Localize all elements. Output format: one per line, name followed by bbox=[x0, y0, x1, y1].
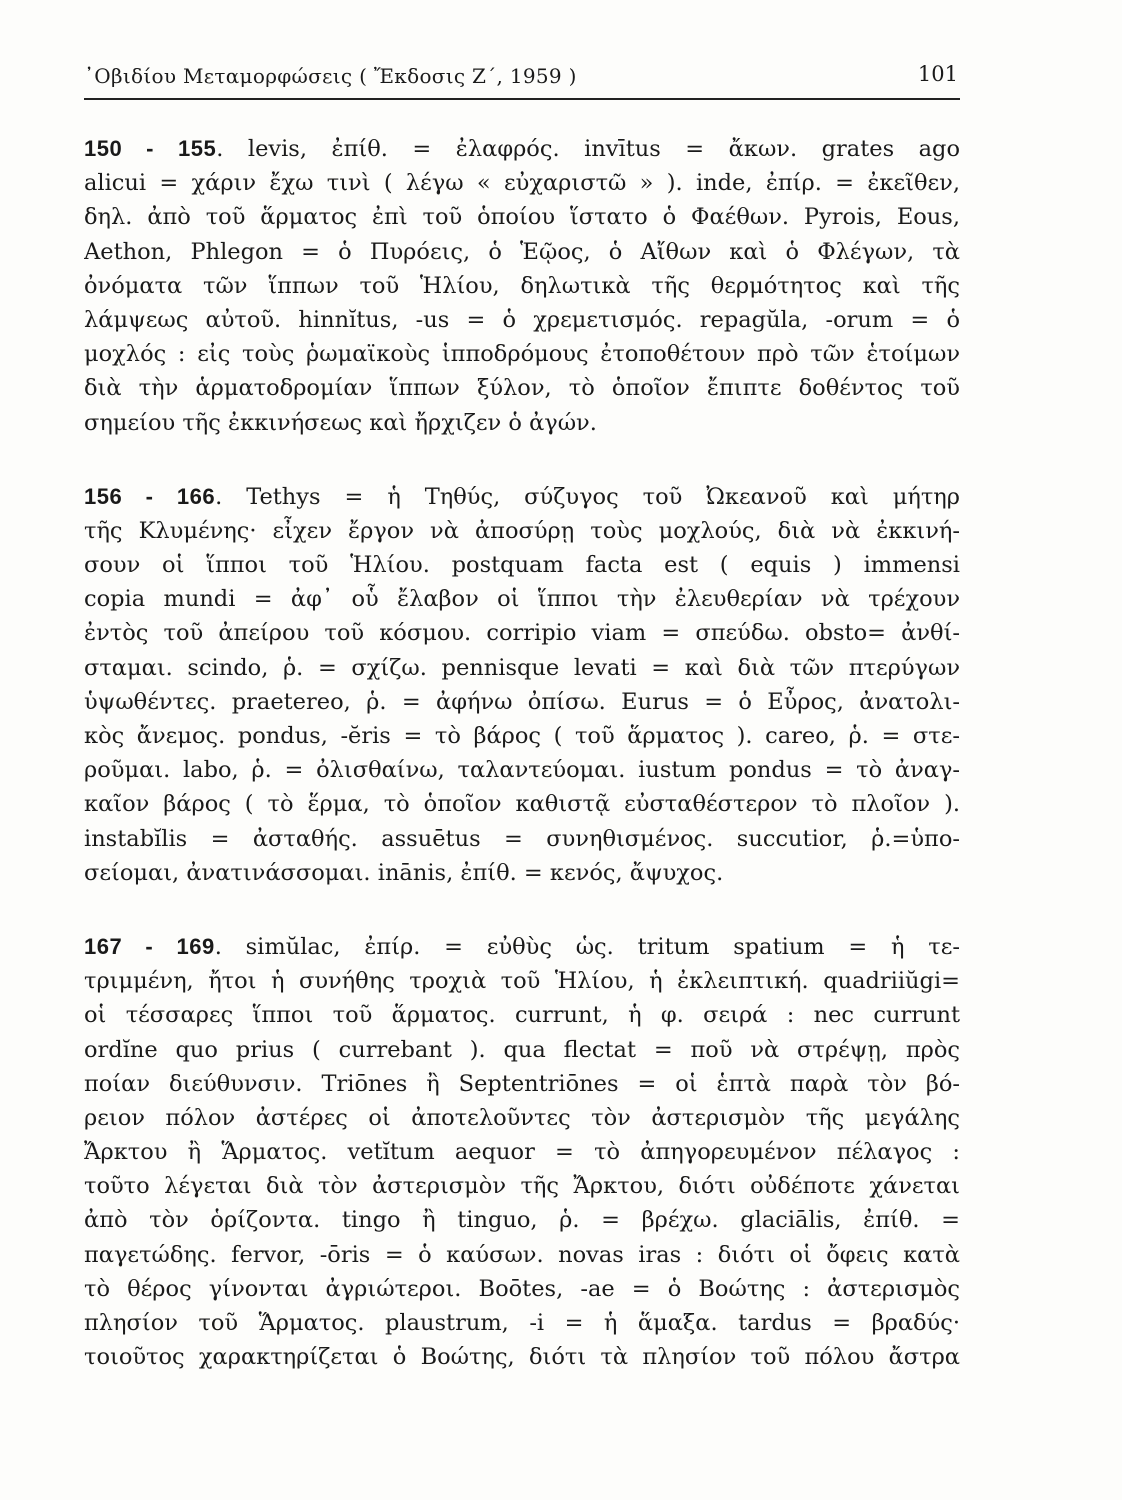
entry-150-155 bbox=[84, 132, 960, 440]
text-line: ἐντὸς τοῦ ἀπείρου τοῦ κόσμου. corripio viam = σπεύδω. obsto= ἀνθί- bbox=[84, 620, 960, 647]
text-line: τοιοῦτος χαρακτηρίζεται ὁ Βοώτης, διότι τὰ πλησίον τοῦ πόλου ἄστρα bbox=[84, 1344, 960, 1371]
text-line: τῆς Κλυμένης· εἶχεν ἔργον νὰ ἀποσύρῃ τοὺς μοχλούς, διὰ νὰ ἐκκινή- bbox=[84, 517, 960, 544]
text-line: τοῦτο λέγεται διὰ τὸν ἀστερισμὸν τῆς Ἄρκτου, διότι οὐδέποτε χάνεται bbox=[84, 1173, 960, 1200]
header-title: ᾿Οβιδίου Μεταμορφώσεις ( Ἔκδοσις Ζ΄, 1959 ) bbox=[84, 64, 577, 88]
text-line: ρειον πόλον ἀστέρες οἱ ἀποτελοῦντες τὸν ἀστερισμὸν τῆς μεγάλης bbox=[84, 1104, 960, 1131]
entry-167-169 bbox=[84, 930, 960, 1374]
text-line: ροῦμαι. labo, ῥ. = ὀλισθαίνω, ταλαντεύομαι. iustum pondus = τὸ ἀναγ- bbox=[84, 757, 960, 784]
text-line: σημείου τῆς ἐκκινήσεως καὶ ἤρχιζεν ὁ ἀγών. bbox=[84, 409, 597, 436]
text-line: ordĭne quo prius ( currebant ). qua flectat = ποῦ νὰ στρέψῃ, πρὸς bbox=[84, 1036, 960, 1063]
entry-156-166 bbox=[84, 480, 960, 890]
text-line: copia mundi = ἀφ᾿ οὗ ἔλαβον οἱ ἵπποι τὴν ἐλευθερίαν νὰ τρέχουν bbox=[84, 586, 960, 613]
text-line: instabĭlis = ἀσταθής. assuētus = συνηθισμένος. succutior, ῥ.=ὑπο- bbox=[84, 825, 960, 852]
text-line: σταμαι. scindo, ῥ. = σχίζω. pennisque levati = καὶ διὰ τῶν πτερύγων bbox=[84, 654, 960, 681]
text-line: σείομαι, ἀνατινάσσομαι. inānis, ἐπίθ. = κενός, ἄψυχος. bbox=[84, 859, 724, 886]
text-line: Aethon, Phlegon = ὁ Πυρόεις, ὁ Ἑῷος, ὁ Αἴθων καὶ ὁ Φλέγων, τὰ bbox=[84, 238, 960, 265]
verse-range: 167 - 169 bbox=[84, 933, 215, 959]
page-number: 101 bbox=[917, 62, 958, 86]
text-line: δηλ. ἀπὸ τοῦ ἅρματος ἐπὶ τοῦ ὁποίου ἵστατο ὁ Φαέθων. Pyrois, Eous, bbox=[84, 204, 960, 231]
page-body bbox=[84, 132, 960, 1414]
text-line: σουν οἱ ἵπποι τοῦ Ἡλίου. postquam facta est ( equis ) immensi bbox=[84, 552, 960, 579]
text-line: διὰ τὴν ἁρματοδρομίαν ἵππων ξύλον, τὸ ὁποῖον ἔπιπτε δοθέντος τοῦ bbox=[84, 375, 960, 402]
text-line: 150 - 155. levis, ἐπίθ. = ἐλαφρός. invītus = ἄκων. grates ago bbox=[84, 136, 960, 162]
text-line: 156 - 166. Tethys = ἡ Τηθύς, σύζυγος τοῦ Ὠκεανοῦ καὶ μήτηρ bbox=[84, 483, 960, 510]
text-line: οἱ τέσσαρες ἵπποι τοῦ ἅρματος. currunt, ἡ φ. σειρά : nec currunt bbox=[84, 1002, 960, 1029]
running-header bbox=[84, 58, 960, 100]
verse-range: 150 - 155 bbox=[84, 136, 217, 161]
text-line: καῖον βάρος ( τὸ ἕρμα, τὸ ὁποῖον καθιστᾷ εὐσταθέστερον τὸ πλοῖον ). bbox=[84, 791, 960, 818]
text-line: ὀνόματα τῶν ἵππων τοῦ Ἡλίου, δηλωτικὰ τῆς θερμότητος καὶ τῆς bbox=[84, 272, 960, 299]
text-line: μοχλός : εἰς τοὺς ῥωμαϊκοὺς ἱπποδρόμους ἐτοποθέτουν πρὸ τῶν ἑτοίμων bbox=[84, 341, 960, 368]
text-line: παγετώδης. fervor, -ōris = ὁ καύσων. novas iras : διότι οἱ ὄφεις κατὰ bbox=[84, 1241, 960, 1268]
text-line: πλησίον τοῦ Ἅρματος. plaustrum, -i = ἡ ἅμαξα. tardus = βραδύς· bbox=[84, 1310, 960, 1336]
text-line: ὑψωθέντες. praetereo, ῥ. = ἀφήνω ὀπίσω. Eurus = ὁ Εὖρος, ἀνατολι- bbox=[84, 688, 960, 715]
text-line: ποίαν διεύθυνσιν. Triōnes ἢ Septentriōnes = οἱ ἑπτὰ παρὰ τὸν βό- bbox=[84, 1070, 960, 1097]
text-line: ἀπὸ τὸν ὁρίζοντα. tingo ἢ tinguo, ῥ. = βρέχω. glaciālis, ἐπίθ. = bbox=[84, 1207, 960, 1234]
text-line: alicui = χάριν ἔχω τινὶ ( λέγω « εὐχαριστῶ » ). inde, ἐπίρ. = ἐκεῖθεν, bbox=[84, 170, 960, 197]
verse-range: 156 - 166 bbox=[84, 483, 216, 509]
text-line: κὸς ἄνεμος. pondus, -ĕris = τὸ βάρος ( τοῦ ἅρματος ). careo, ῥ. = στε- bbox=[84, 723, 960, 749]
text-line: τριμμένη, ἤτοι ἡ συνήθης τροχιὰ τοῦ Ἡλίου, ἡ ἐκλειπτική. quadriiŭgi= bbox=[84, 968, 960, 995]
text-line: 167 - 169. simŭlac, ἐπίρ. = εὐθὺς ὡς. tritum spatium = ἡ τε- bbox=[84, 933, 960, 960]
text-line: Ἄρκτου ἢ Ἅρματος. vetĭtum aequor = τὸ ἀπηγορευμένον πέλαγος : bbox=[84, 1139, 960, 1166]
text-line: λάμψεως αὐτοῦ. hinnĭtus, -us = ὁ χρεμετισμός. repagŭla, -orum = ὁ bbox=[84, 306, 960, 333]
text-line: τὸ θέρος γίνονται ἀγριώτεροι. Boōtes, -ae = ὁ Βοώτης : ἀστερισμὸς bbox=[84, 1275, 960, 1302]
